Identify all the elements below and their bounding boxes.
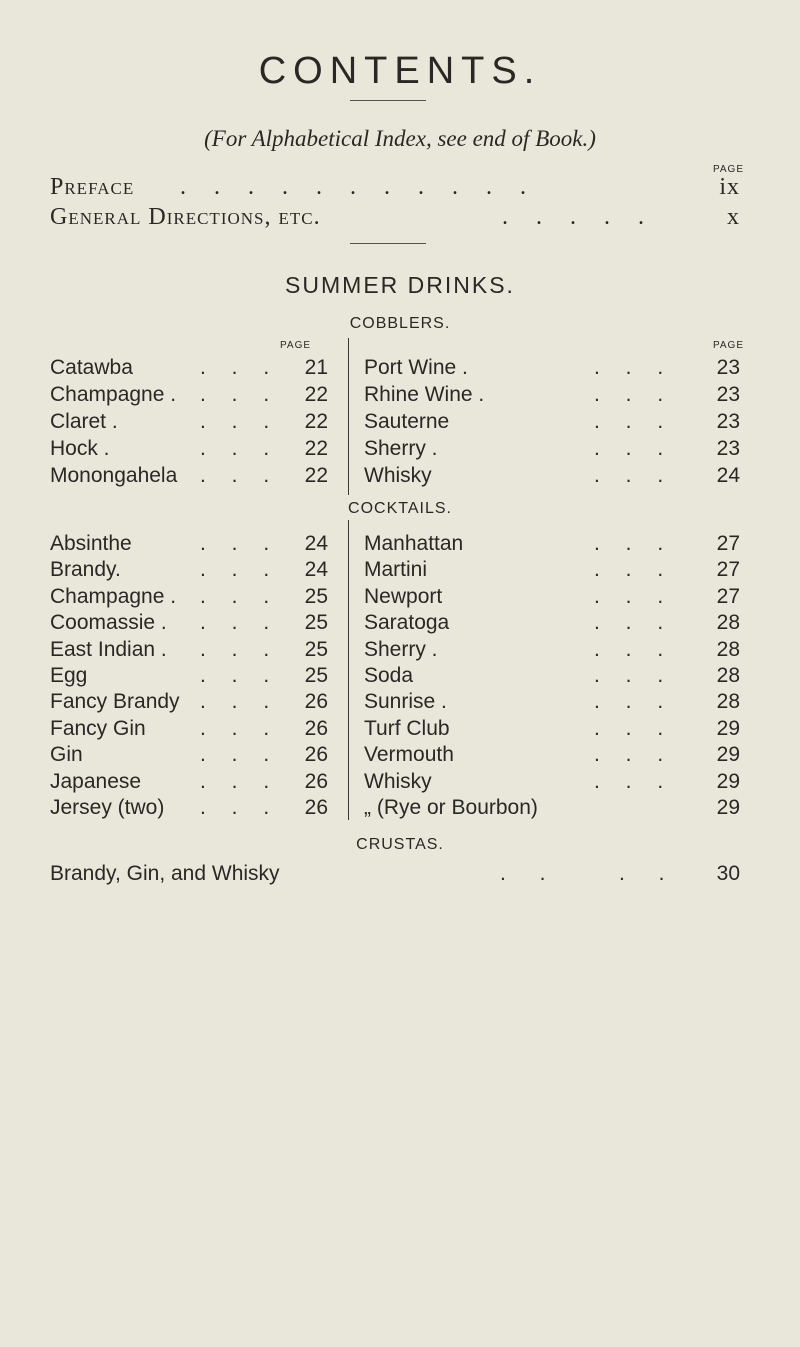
toc-entry: [50, 611, 328, 639]
entry-name: Turf Club: [364, 716, 450, 740]
title-divider: [350, 100, 426, 101]
leader-dots: . . .: [594, 558, 674, 582]
toc-entry: [50, 717, 328, 745]
toc-entry: [364, 611, 740, 639]
entry-page: 25: [304, 584, 328, 608]
entry-page: 28: [716, 664, 740, 687]
entry-name: Sunrise .: [364, 690, 447, 714]
leader-dots: . . .: [594, 383, 674, 406]
entry-page: 23: [716, 437, 740, 460]
entry-name: Sherry .: [364, 437, 438, 460]
leader-dots: . . .: [200, 558, 280, 582]
entry-page: 26: [304, 716, 328, 740]
entry-name: Hock .: [50, 437, 110, 460]
toc-entry: [50, 558, 328, 586]
entry-page: 26: [304, 796, 328, 819]
leader-dots: . . .: [200, 716, 280, 740]
front-matter-preface: [50, 174, 740, 204]
leader-dots: . . .: [200, 584, 280, 608]
toc-entry: [364, 664, 740, 692]
entry-name: Sherry .: [364, 637, 438, 661]
leader-dots: . . .: [594, 437, 674, 460]
leader-dots: . . .: [594, 769, 674, 793]
cocktails-heading: COCKTAILS.: [348, 500, 452, 517]
leader-dots: . . .: [200, 410, 280, 433]
index-note: (For Alphabetical Index, see end of Book.): [204, 126, 596, 151]
toc-entry: [364, 558, 740, 586]
toc-entry: [364, 770, 740, 798]
entry-name: Gin: [50, 743, 83, 767]
toc-entry: [364, 585, 740, 613]
entry-page: 23: [716, 410, 740, 433]
entry-page: 27: [716, 584, 740, 608]
toc-entry: [364, 690, 740, 718]
front-matter-page: ix: [719, 174, 740, 200]
entry-name: Absinthe: [50, 532, 132, 555]
leader-dots: . . .: [200, 532, 280, 555]
entry-name: Jersey (two): [50, 796, 165, 819]
toc-entry: [50, 356, 328, 384]
entry-page: 26: [304, 769, 328, 793]
toc-entry: [50, 743, 328, 771]
entry-page: 22: [304, 437, 328, 460]
entry-page: 23: [716, 383, 740, 406]
toc-entry: [50, 383, 328, 411]
page-title: CONTENTS.: [258, 50, 542, 92]
leader-dots: . . .: [594, 464, 674, 487]
entry-name: Fancy Brandy: [50, 690, 180, 714]
entry-page: 29: [716, 716, 740, 740]
front-matter-label: Preface: [50, 174, 135, 200]
section-title: SUMMER DRINKS.: [285, 272, 515, 298]
leader-dots: . . .: [200, 356, 280, 379]
entry-page: 28: [716, 637, 740, 661]
leader-dots: . . .: [594, 637, 674, 661]
leader-dots: . . .: [594, 664, 674, 687]
entry-name: Rhine Wine .: [364, 383, 485, 406]
front-matter-general-directions: [50, 204, 740, 234]
entry-page: 27: [716, 532, 740, 555]
toc-entry: [364, 383, 740, 411]
leader-dots: . . .: [594, 716, 674, 740]
entry-page: 29: [716, 796, 740, 819]
toc-entry: [50, 464, 328, 492]
entry-page: 26: [304, 690, 328, 714]
leader-dots: . . .: [200, 690, 280, 714]
entry-page: 24: [304, 558, 328, 582]
cobblers-page-heading-left: PAGE: [280, 340, 312, 351]
leader-dots: . . .: [594, 690, 674, 714]
entry-name: Claret .: [50, 410, 118, 433]
leader-dots: . . .: [594, 410, 674, 433]
entry-name: Fancy Gin: [50, 716, 146, 740]
leader-dots: . . .: [200, 637, 280, 661]
entry-page: 25: [304, 664, 328, 687]
toc-entry: [364, 464, 740, 492]
entry-page: 23: [716, 356, 740, 379]
cobblers-column-divider: [348, 338, 349, 495]
toc-entry: [364, 638, 740, 666]
toc-entry: [364, 743, 740, 771]
toc-entry: [50, 585, 328, 613]
leader-dots: . . . . . . . . . . .: [180, 174, 537, 200]
entry-page: 21: [304, 356, 328, 379]
toc-entry: [50, 410, 328, 438]
toc-entry: [364, 437, 740, 465]
toc-entry: [50, 638, 328, 666]
entry-name: Newport: [364, 584, 443, 608]
entry-page: 30: [716, 862, 740, 885]
entry-name: Vermouth: [364, 743, 454, 767]
leader-dots: . . .: [200, 769, 280, 793]
entry-page: 25: [304, 611, 328, 635]
entry-name: Monongahela: [50, 464, 178, 487]
entry-page: 29: [716, 743, 740, 767]
toc-entry: [50, 437, 328, 465]
entry-name: Sauterne: [364, 410, 450, 433]
toc-entry: [50, 690, 328, 718]
entry-name: Egg: [50, 664, 88, 687]
entry-page: 25: [304, 637, 328, 661]
toc-entry: [364, 717, 740, 745]
entry-page: 26: [304, 743, 328, 767]
entry-page: 22: [304, 464, 328, 487]
toc-entry: [50, 532, 328, 560]
cobblers-heading: COBBLERS.: [349, 315, 451, 332]
entry-name: Champagne .: [50, 383, 177, 406]
leader-dots: . . .: [594, 584, 674, 608]
leader-dots: . . .: [200, 464, 280, 487]
toc-entry: [364, 410, 740, 438]
entry-name: Martini: [364, 558, 428, 582]
entry-page: 22: [304, 383, 328, 406]
entry-name: Port Wine .: [364, 356, 468, 379]
page-column-heading: PAGE: [712, 164, 744, 175]
entry-name: Coomassie .: [50, 611, 167, 635]
entry-name: Champagne .: [50, 584, 177, 608]
front-matter-label: General Directions, etc.: [50, 204, 321, 230]
toc-entry: [364, 356, 740, 384]
leader-dots: . . .: [200, 437, 280, 460]
entry-page: 24: [716, 464, 740, 487]
entry-page: 29: [716, 769, 740, 793]
leader-dots: . . .: [200, 743, 280, 767]
cobblers-page-heading-right: PAGE: [712, 340, 744, 351]
entry-name: Manhattan: [364, 532, 464, 555]
entry-name: „ (Rye or Bourbon): [364, 796, 538, 819]
entry-page: 27: [716, 558, 740, 582]
crustas-entry: [50, 862, 740, 890]
entry-page: 24: [304, 532, 328, 555]
toc-entry: [364, 532, 740, 560]
leader-dots: . . .: [200, 383, 280, 406]
crustas-heading: CRUSTAS.: [356, 836, 444, 853]
entry-page: 22: [304, 410, 328, 433]
entry-name: Soda: [364, 664, 414, 687]
toc-entry: [50, 770, 328, 798]
entry-page: 28: [716, 611, 740, 635]
leader-dots: . . .: [594, 532, 674, 555]
front-matter-page: x: [727, 204, 740, 230]
leader-dots: . . .: [594, 611, 674, 635]
entry-name: Brandy, Gin, and Whisky: [50, 862, 280, 885]
entry-name: Whisky: [364, 769, 432, 793]
cocktails-column-divider: [348, 520, 349, 820]
leader-dots: . . .: [594, 743, 674, 767]
leader-dots: . . .: [200, 611, 280, 635]
toc-entry: [50, 796, 328, 824]
entry-name: East Indian .: [50, 637, 167, 661]
entry-name: Catawba: [50, 356, 133, 379]
leader-dots: . . . . .: [502, 204, 655, 230]
leader-dots: . . .: [200, 796, 280, 819]
toc-entry: [50, 664, 328, 692]
toc-entry: [364, 796, 740, 824]
leader-dots: . . .: [594, 356, 674, 379]
entry-name: Whisky: [364, 464, 432, 487]
section-divider: [350, 243, 426, 244]
entry-name: Saratoga: [364, 611, 450, 635]
entry-page: 28: [716, 690, 740, 714]
entry-name: Japanese: [50, 769, 142, 793]
leader-dots: . . . .: [500, 862, 679, 885]
leader-dots: . . .: [200, 664, 280, 687]
entry-name: Brandy.: [50, 558, 121, 582]
